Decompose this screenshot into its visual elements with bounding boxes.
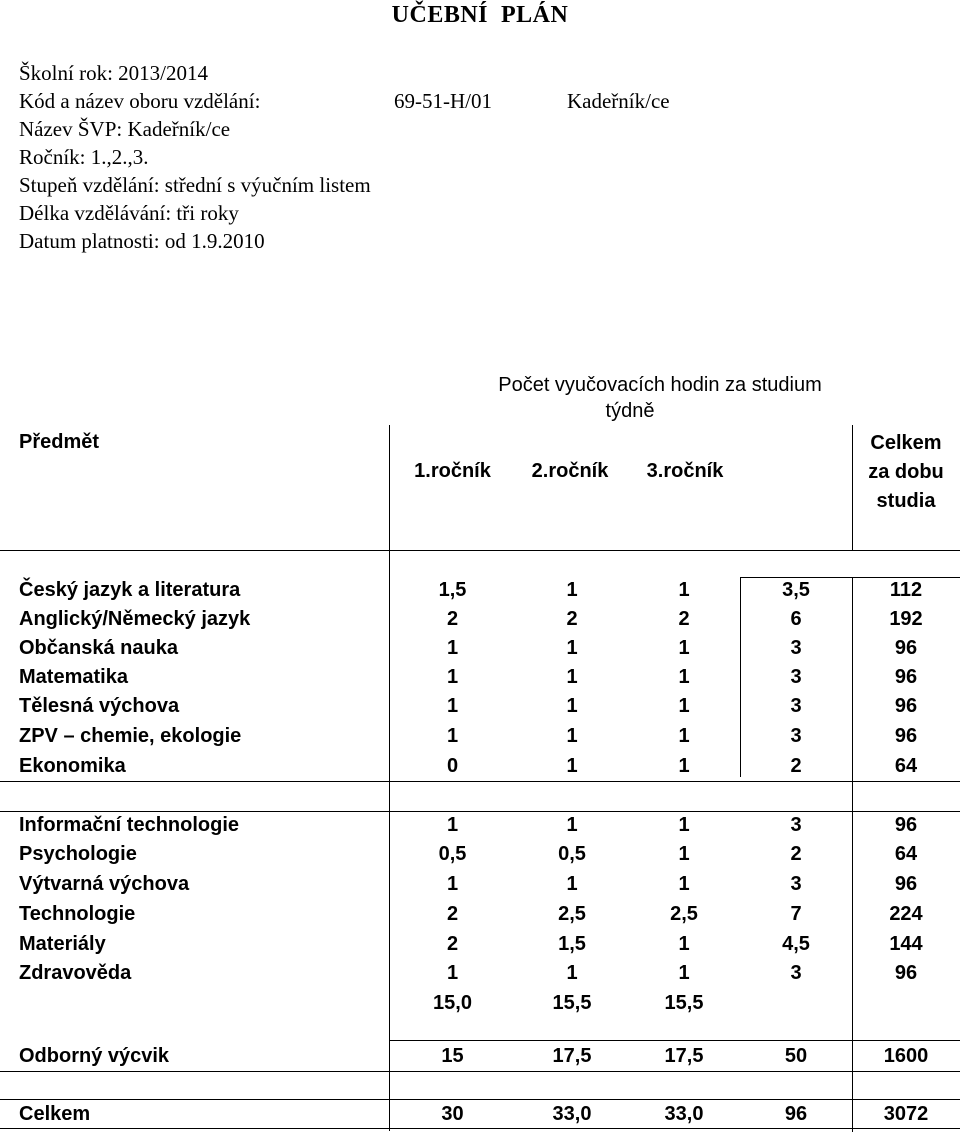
header-total-line1: Celkem [870, 432, 942, 454]
weekly-total: 3,5 [782, 579, 810, 601]
year-2-hours: 1 [566, 725, 578, 747]
table-row-subtotal [0, 989, 960, 1018]
year-1-hours: 1 [446, 814, 459, 836]
study-total: 96 [894, 962, 918, 984]
weekly-total: 3 [790, 666, 802, 688]
study-total: 96 [894, 637, 918, 659]
year-2-hours: 1 [566, 962, 578, 984]
row-divider [389, 1040, 960, 1041]
year-2-hours: 1 [566, 873, 578, 895]
subject-name: Psychologie [19, 843, 137, 865]
year-3-hours: 1 [678, 873, 690, 895]
info-text: Datum platnosti: od 1.9.2010 [19, 229, 265, 253]
study-total: 192 [889, 608, 923, 630]
info-education-level [19, 173, 371, 198]
subject-name: Občanská nauka [19, 637, 178, 659]
subject-name: Materiály [19, 933, 106, 955]
weekly-total: 50 [784, 1045, 808, 1067]
year-2-hours: 1 [566, 695, 578, 717]
year-1-hours: 30 [441, 1103, 464, 1125]
header-subject: Předmět [19, 431, 100, 453]
year-2-hours: 17,5 [552, 1045, 592, 1067]
year-2-hours: 1 [566, 579, 578, 601]
table-row [0, 605, 960, 634]
info-duration [19, 201, 239, 226]
info-svp-name [19, 117, 230, 142]
table-row [0, 840, 960, 869]
table-row [0, 722, 960, 751]
weekly-total: 6 [790, 608, 802, 630]
weekly-total: 2 [790, 755, 802, 777]
year-1-hours: 1 [446, 725, 459, 747]
year-3-hours: 17,5 [664, 1045, 704, 1067]
table-row [0, 634, 960, 663]
weekly-total: 3 [790, 873, 802, 895]
table-row [0, 959, 960, 988]
year-1-hours: 2 [446, 608, 459, 630]
year-1-hours: 0 [446, 755, 459, 777]
year-2-hours: 1 [566, 814, 578, 836]
year-2-hours: 15,5 [552, 992, 592, 1014]
year-2-hours: 1,5 [558, 933, 586, 955]
year-3-hours: 1 [678, 695, 690, 717]
year-2-hours: 2,5 [558, 903, 586, 925]
year-1-hours: 1 [446, 962, 459, 984]
year-3-hours: 1 [678, 843, 690, 865]
subject-name: Informační technologie [19, 814, 240, 836]
info-text: Název ŠVP: Kadeřník/ce [19, 117, 231, 141]
year-3-hours: 2,5 [670, 903, 698, 925]
weekly-total [740, 989, 852, 1018]
study-total: 144 [889, 933, 923, 955]
year-1-hours: 2 [446, 933, 459, 955]
table-row [0, 576, 960, 605]
study-total: 64 [894, 755, 918, 777]
study-total: 96 [894, 725, 918, 747]
header-total-line2: za dobu [868, 461, 944, 483]
year-2-hours: 2 [566, 608, 578, 630]
year-1-hours: 1 [446, 873, 459, 895]
row-divider [0, 781, 960, 782]
study-total: 1600 [883, 1045, 929, 1067]
row-divider [0, 1071, 960, 1072]
subject-name: Technologie [19, 903, 136, 925]
header-bottom-border [0, 550, 960, 551]
info-grades [19, 145, 149, 170]
subject-name: Tělesná výchova [19, 695, 180, 717]
info-text: Ročník: 1.,2.,3. [19, 145, 149, 169]
study-total: 224 [889, 903, 923, 925]
document-title: UČEBNÍ PLÁN [391, 2, 569, 28]
year-2-hours: 1 [566, 755, 578, 777]
weekly-total: 3 [790, 962, 802, 984]
info-valid-from [19, 229, 265, 254]
year-3-hours: 1 [678, 637, 690, 659]
year-3-hours: 1 [678, 725, 690, 747]
weekly-total: 7 [790, 903, 802, 925]
header-year-3: 3.ročník [646, 460, 724, 482]
year-3-hours: 2 [678, 608, 690, 630]
table-row [0, 930, 960, 959]
year-2-hours: 0,5 [558, 843, 586, 865]
header-hours-title: Počet vyučovacích hodin za studium [498, 374, 822, 396]
weekly-total: 3 [790, 814, 802, 836]
info-text: Kód a název oboru vzdělání: [19, 89, 261, 113]
field-name: Kadeřník/ce [567, 89, 670, 113]
table-row [0, 870, 960, 899]
year-3-hours: 1 [678, 814, 690, 836]
weekly-total: 3 [790, 637, 802, 659]
year-3-hours: 33,0 [664, 1103, 704, 1125]
year-1-hours: 1 [446, 695, 459, 717]
weekly-total: 96 [784, 1103, 808, 1125]
header-hours-subtitle: týdně [605, 400, 655, 422]
study-total: 3072 [883, 1103, 929, 1125]
table-row-total [0, 1100, 960, 1129]
year-2-hours: 33,0 [552, 1103, 592, 1125]
field-code: 69-51-H/01 [394, 89, 492, 113]
info-text: Délka vzdělávání: tři roky [19, 201, 239, 225]
table-row [0, 752, 960, 781]
info-text: Školní rok: 2013/2014 [19, 61, 209, 85]
year-3-hours: 1 [678, 666, 690, 688]
table-row [0, 663, 960, 692]
subject-name: Ekonomika [19, 755, 126, 777]
weekly-total: 3 [790, 695, 802, 717]
year-3-hours: 15,5 [664, 992, 704, 1014]
year-1-hours: 0,5 [438, 843, 467, 865]
study-total [852, 989, 960, 1018]
weekly-total: 4,5 [782, 933, 810, 955]
table-row [0, 1042, 960, 1071]
subject-name: Celkem [19, 1103, 91, 1125]
year-3-hours: 1 [678, 755, 690, 777]
info-text: Stupeň vzdělání: střední s výučním listem [19, 173, 371, 197]
subject-name: Matematika [19, 666, 128, 688]
info-field-code [19, 89, 719, 114]
header-year-2: 2.ročník [531, 460, 609, 482]
year-1-hours: 1 [446, 637, 459, 659]
year-2-hours: 1 [566, 666, 578, 688]
year-1-hours: 2 [446, 903, 459, 925]
subject-name: Odborný výcvik [19, 1045, 170, 1067]
study-total: 64 [894, 843, 918, 865]
subject-name: Zdravověda [19, 962, 132, 984]
year-3-hours: 1 [678, 962, 690, 984]
subject-name [19, 989, 389, 1018]
study-total: 96 [894, 695, 918, 717]
study-total: 96 [894, 814, 918, 836]
study-total: 96 [894, 873, 918, 895]
subject-name: Anglický/Německý jazyk [19, 608, 251, 630]
table-row [0, 900, 960, 929]
header-total-line3: studia [876, 490, 936, 512]
weekly-total: 2 [790, 843, 802, 865]
subject-name: Český jazyk a literatura [19, 579, 241, 601]
study-total: 96 [894, 666, 918, 688]
year-1-hours: 15 [441, 1045, 464, 1067]
year-3-hours: 1 [678, 933, 690, 955]
study-total: 112 [889, 579, 923, 601]
subject-name: Výtvarná výchova [19, 873, 190, 895]
weekly-total: 3 [790, 725, 802, 747]
table-row [0, 811, 960, 840]
header-year-1: 1.ročník [414, 460, 491, 482]
info-school-year [19, 61, 208, 86]
year-2-hours: 1 [566, 637, 578, 659]
year-1-hours: 1 [446, 666, 459, 688]
year-3-hours: 1 [678, 579, 690, 601]
table-row [0, 692, 960, 721]
year-1-hours: 1,5 [438, 579, 467, 601]
year-1-hours: 15,0 [433, 992, 472, 1014]
subject-name: ZPV – chemie, ekologie [19, 725, 242, 747]
